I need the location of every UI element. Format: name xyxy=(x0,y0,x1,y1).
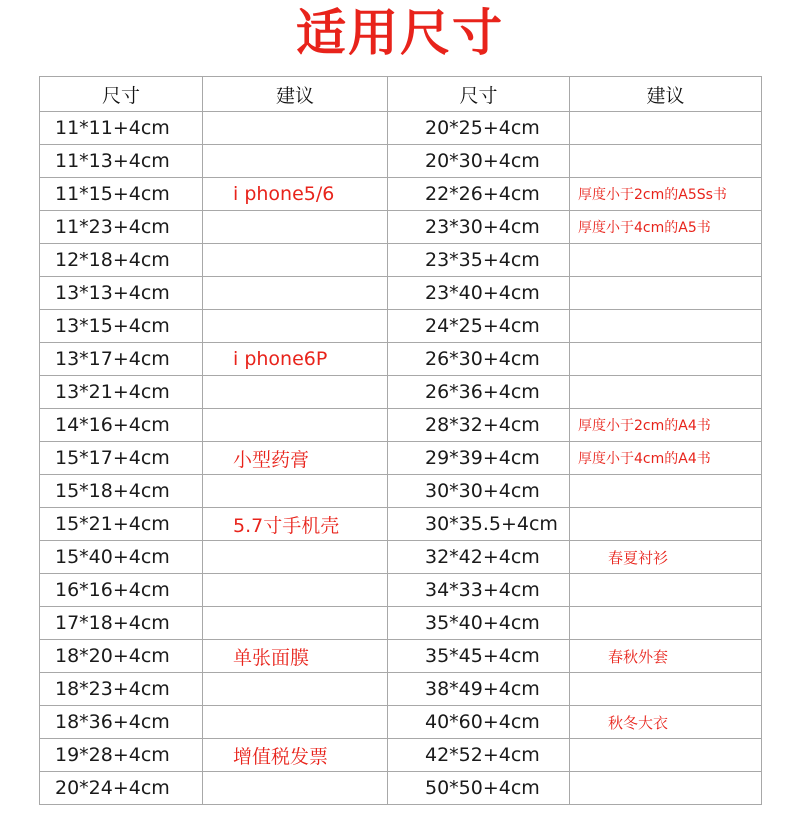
size-cell-left: 11*23+4cm xyxy=(40,211,203,244)
table-row xyxy=(40,145,762,178)
suggestion-cell-left: i phone6P xyxy=(203,343,388,376)
table-row xyxy=(40,574,762,607)
suggestion-cell-right xyxy=(570,376,762,409)
size-cell-left: 11*13+4cm xyxy=(40,145,203,178)
suggestion-cell-right xyxy=(570,772,762,805)
suggestion-cell-left xyxy=(203,409,388,442)
size-cell-left: 11*15+4cm xyxy=(40,178,203,211)
size-cell-right: 40*60+4cm xyxy=(388,706,570,739)
suggestion-cell-left xyxy=(203,376,388,409)
suggestion-cell-left xyxy=(203,112,388,145)
size-cell-right: 26*30+4cm xyxy=(388,343,570,376)
suggestion-cell-right xyxy=(570,475,762,508)
size-cell-left: 18*20+4cm xyxy=(40,640,203,673)
suggestion-cell-right xyxy=(570,508,762,541)
table-row xyxy=(40,112,762,145)
page-title: 适用尺寸 xyxy=(296,4,504,62)
suggestion-cell-right: 厚度小于2cm的A4书 xyxy=(570,409,762,442)
suggestion-cell-left xyxy=(203,772,388,805)
size-cell-left: 13*17+4cm xyxy=(40,343,203,376)
suggestion-cell-right: 春秋外套 xyxy=(570,640,762,673)
size-cell-left: 13*21+4cm xyxy=(40,376,203,409)
size-cell-right: 50*50+4cm xyxy=(388,772,570,805)
suggestion-cell-right: 厚度小于4cm的A4书 xyxy=(570,442,762,475)
suggestion-cell-left xyxy=(203,541,388,574)
size-cell-left: 13*15+4cm xyxy=(40,310,203,343)
suggestion-cell-right xyxy=(570,607,762,640)
table-row xyxy=(40,508,762,541)
size-cell-right: 30*35.5+4cm xyxy=(388,508,570,541)
suggestion-cell-right: 厚度小于4cm的A5书 xyxy=(570,211,762,244)
size-cell-right: 20*25+4cm xyxy=(388,112,570,145)
table-row xyxy=(40,706,762,739)
suggestion-cell-right xyxy=(570,112,762,145)
suggestion-cell-right: 春夏衬衫 xyxy=(570,541,762,574)
header-size-right: 尺寸 xyxy=(388,77,570,112)
suggestion-cell-left xyxy=(203,244,388,277)
table-row xyxy=(40,475,762,508)
suggestion-cell-right xyxy=(570,574,762,607)
suggestion-cell-left: i phone5/6 xyxy=(203,178,388,211)
suggestion-cell-left: 小型药膏 xyxy=(203,442,388,475)
size-cell-right: 22*26+4cm xyxy=(388,178,570,211)
size-cell-left: 18*36+4cm xyxy=(40,706,203,739)
suggestion-cell-left xyxy=(203,706,388,739)
size-cell-right: 35*45+4cm xyxy=(388,640,570,673)
suggestion-cell-left: 单张面膜 xyxy=(203,640,388,673)
suggestion-cell-left xyxy=(203,475,388,508)
table-row xyxy=(40,442,762,475)
size-cell-right: 29*39+4cm xyxy=(388,442,570,475)
size-cell-right: 32*42+4cm xyxy=(388,541,570,574)
size-cell-left: 15*17+4cm xyxy=(40,442,203,475)
suggestion-cell-right: 秋冬大衣 xyxy=(570,706,762,739)
size-cell-left: 17*18+4cm xyxy=(40,607,203,640)
suggestion-cell-left xyxy=(203,607,388,640)
size-cell-left: 19*28+4cm xyxy=(40,739,203,772)
suggestion-cell-left xyxy=(203,277,388,310)
size-cell-left: 16*16+4cm xyxy=(40,574,203,607)
suggestion-cell-right xyxy=(570,673,762,706)
size-cell-left: 11*11+4cm xyxy=(40,112,203,145)
suggestion-cell-right: 厚度小于2cm的A5Ss书 xyxy=(570,178,762,211)
suggestion-cell-left xyxy=(203,574,388,607)
size-cell-right: 38*49+4cm xyxy=(388,673,570,706)
suggestion-cell-left: 5.7寸手机壳 xyxy=(203,508,388,541)
table-row xyxy=(40,244,762,277)
table-row xyxy=(40,277,762,310)
table-row xyxy=(40,211,762,244)
table-row xyxy=(40,376,762,409)
size-cell-right: 30*30+4cm xyxy=(388,475,570,508)
table-row xyxy=(40,178,762,211)
table-row xyxy=(40,343,762,376)
suggestion-cell-right xyxy=(570,310,762,343)
header-suggestion-left: 建议 xyxy=(203,77,388,112)
header-suggestion-right: 建议 xyxy=(570,77,762,112)
table-row xyxy=(40,772,762,805)
table-header-row xyxy=(40,77,762,112)
size-cell-right: 23*40+4cm xyxy=(388,277,570,310)
table-row xyxy=(40,541,762,574)
suggestion-cell-left xyxy=(203,211,388,244)
table-row xyxy=(40,673,762,706)
size-cell-left: 12*18+4cm xyxy=(40,244,203,277)
table-row xyxy=(40,310,762,343)
suggestion-cell-right xyxy=(570,145,762,178)
suggestion-cell-left xyxy=(203,145,388,178)
size-cell-left: 15*18+4cm xyxy=(40,475,203,508)
size-cell-right: 26*36+4cm xyxy=(388,376,570,409)
size-cell-left: 15*40+4cm xyxy=(40,541,203,574)
suggestion-cell-left xyxy=(203,673,388,706)
table-row xyxy=(40,409,762,442)
table-row xyxy=(40,640,762,673)
header-size-left: 尺寸 xyxy=(40,77,203,112)
table-row xyxy=(40,607,762,640)
suggestion-cell-right xyxy=(570,244,762,277)
size-cell-right: 20*30+4cm xyxy=(388,145,570,178)
suggestion-cell-right xyxy=(570,739,762,772)
size-cell-left: 15*21+4cm xyxy=(40,508,203,541)
size-cell-right: 42*52+4cm xyxy=(388,739,570,772)
suggestion-cell-left xyxy=(203,310,388,343)
size-cell-right: 23*35+4cm xyxy=(388,244,570,277)
size-cell-right: 35*40+4cm xyxy=(388,607,570,640)
size-cell-left: 18*23+4cm xyxy=(40,673,203,706)
size-cell-left: 20*24+4cm xyxy=(40,772,203,805)
suggestion-cell-right xyxy=(570,343,762,376)
size-cell-right: 28*32+4cm xyxy=(388,409,570,442)
size-cell-left: 14*16+4cm xyxy=(40,409,203,442)
table-row xyxy=(40,739,762,772)
size-cell-left: 13*13+4cm xyxy=(40,277,203,310)
size-cell-right: 24*25+4cm xyxy=(388,310,570,343)
suggestion-cell-right xyxy=(570,277,762,310)
suggestion-cell-left: 增值税发票 xyxy=(203,739,388,772)
size-cell-right: 23*30+4cm xyxy=(388,211,570,244)
size-table xyxy=(39,76,762,805)
size-cell-right: 34*33+4cm xyxy=(388,574,570,607)
